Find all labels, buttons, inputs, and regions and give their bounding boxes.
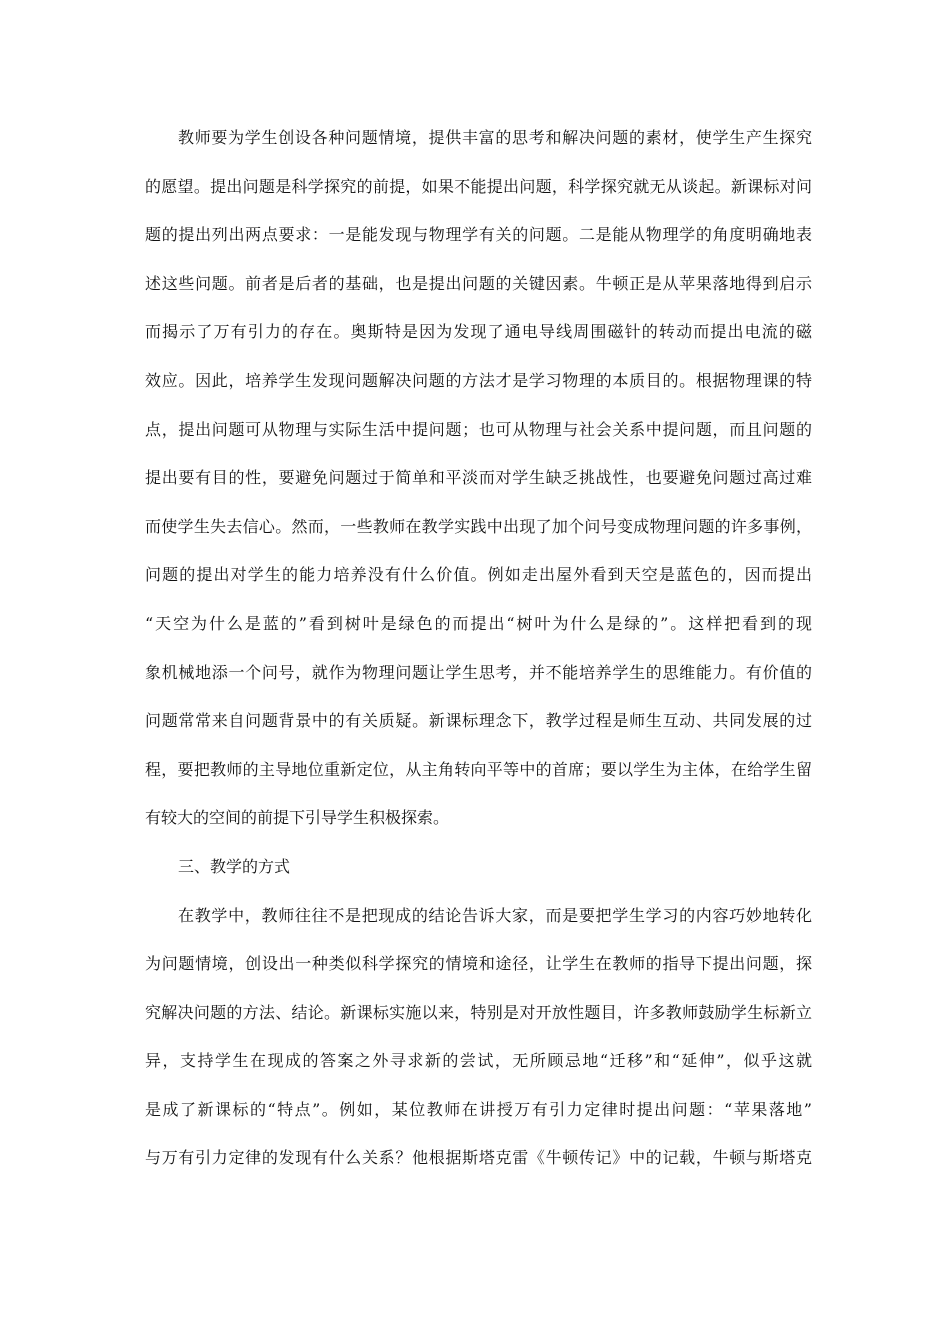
- text-line: 在教学中，教师往往不是把现成的结论告诉大家，而是要把学生学习的内容巧妙地转化: [178, 905, 812, 925]
- text-line: 异，支持学生在现成的答案之外寻求新的尝试，无所顾忌地“迁移”和“延伸”，似乎这就: [145, 1051, 812, 1071]
- text-line: 效应。因此，培养学生发现问题解决问题的方法才是学习物理的本质目的。根据物理课的特: [145, 370, 812, 390]
- text-line: 而揭示了万有引力的存在。奥斯特是因为发现了通电导线周围磁针的转动而提出电流的磁: [145, 322, 812, 342]
- text-line: 问题常常来自问题背景中的有关质疑。新课标理念下，教学过程是师生互动、共同发展的过: [145, 711, 812, 731]
- text-line: 程，要把教师的主导地位重新定位，从主角转向平等中的首席；要以学生为主体，在给学生留: [145, 759, 812, 779]
- text-line: 究解决问题的方法、结论。新课标实施以来，特别是对开放性题目，许多教师鼓励学生标新立: [145, 1002, 812, 1022]
- text-line: 有较大的空间的前提下引导学生积极探索。: [145, 808, 450, 828]
- text-line: 象机械地添一个问号，就作为物理问题让学生思考，并不能培养学生的思维能力。有价值的: [145, 662, 812, 682]
- text-line: 的愿望。提出问题是科学探究的前提，如果不能提出问题，科学探究就无从谈起。新课标对问: [145, 176, 812, 196]
- text-line: 与万有引力定律的发现有什么关系？他根据斯塔克雷《牛顿传记》中的记载，牛顿与斯塔克: [145, 1148, 812, 1168]
- text-line: 问题的提出对学生的能力培养没有什么价值。例如走出屋外看到天空是蓝色的，因而提出: [145, 565, 812, 585]
- text-line: 题的提出列出两点要求：一是能发现与物理学有关的问题。二是能从物理学的角度明确地表: [145, 225, 812, 245]
- text-line: 提出要有目的性，要避免问题过于简单和平淡而对学生缺乏挑战性，也要避免问题过高过难: [145, 468, 812, 488]
- text-line: 为问题情境，创设出一种类似科学探究的情境和途径，让学生在教师的指导下提出问题，探: [145, 954, 812, 974]
- text-line: 而使学生失去信心。然而，一些教师在教学实践中出现了加个问号变成物理问题的许多事例，: [145, 516, 812, 536]
- text-line: 点，提出问题可从物理与实际生活中提问题；也可从物理与社会关系中提问题，而且问题的: [145, 419, 812, 439]
- text-line: 教师要为学生创设各种问题情境，提供丰富的思考和解决问题的素材，使学生产生探究: [178, 128, 812, 147]
- body-text: [145, 118, 812, 1187]
- section-heading: 三、教学的方式: [178, 856, 291, 876]
- text-line: 是成了新课标的“特点”。例如，某位教师在讲授万有引力定律时提出问题：“苹果落地”: [145, 1099, 812, 1119]
- text-line: “天空为什么是蓝的”看到树叶是绿色的而提出“树叶为什么是绿的”。这样把看到的现: [145, 613, 812, 633]
- text-line: 述这些问题。前者是后者的基础，也是提出问题的关键因素。牛顿正是从苹果落地得到启示: [145, 273, 812, 293]
